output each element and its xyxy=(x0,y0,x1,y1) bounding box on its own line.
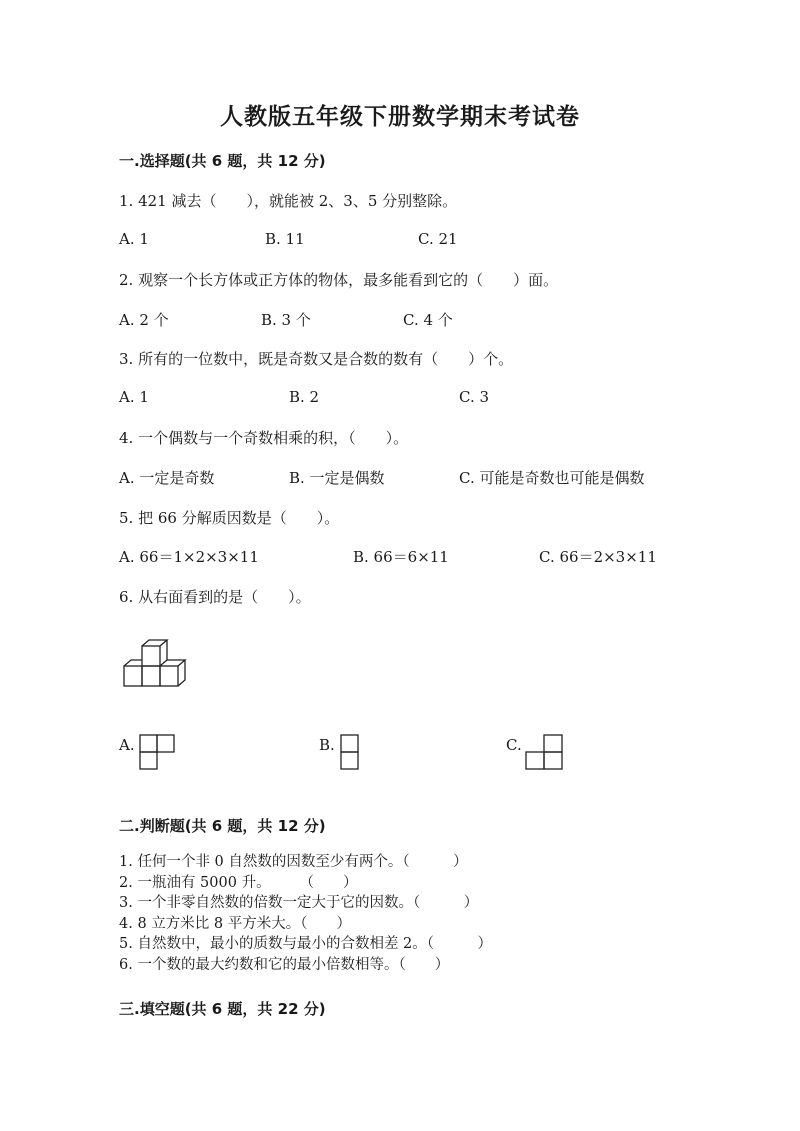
tf-item-4: 4. 8 立方米比 8 平方米大。（ ） xyxy=(119,915,351,932)
question-6: 6. 从右面看到的是（ ）。 xyxy=(119,588,311,606)
q4-option-a: A. 一定是奇数 xyxy=(119,469,215,487)
q6-option-a: A. xyxy=(119,736,135,754)
tf-item-6: 6. 一个数的最大约数和它的最小倍数相等。（ ） xyxy=(119,956,450,973)
q6-option-b-view xyxy=(340,734,360,770)
cube-stack-figure xyxy=(120,638,190,690)
q6-option-c-view xyxy=(524,734,564,770)
q2-option-a: A. 2 个 xyxy=(119,311,169,329)
question-5: 5. 把 66 分解质因数是（ ）。 xyxy=(119,509,340,527)
question-3: 3. 所有的一位数中，既是奇数又是合数的数有（ ）个。 xyxy=(119,350,514,368)
q3-option-c: C. 3 xyxy=(459,388,490,406)
q2-option-c: C. 4 个 xyxy=(403,311,453,329)
question-4: 4. 一个偶数与一个奇数相乘的积，（ ）。 xyxy=(119,429,409,447)
q1-option-c: C. 21 xyxy=(418,230,458,248)
q4-option-c: C. 可能是奇数也可能是偶数 xyxy=(459,469,645,487)
q6-option-c: C. xyxy=(506,736,522,754)
question-2: 2. 观察一个长方体或正方体的物体，最多能看到它的（ ）面。 xyxy=(119,271,559,289)
section-heading-choice: 一.选择题(共 6 题，共 12 分) xyxy=(119,152,326,170)
section-heading-fill: 三.填空题(共 6 题，共 22 分) xyxy=(119,1000,326,1018)
q5-option-c: C. 66＝2×3×11 xyxy=(539,548,657,566)
q6-option-b: B. xyxy=(319,736,335,754)
q1-option-a: A. 1 xyxy=(119,230,149,248)
truefalse-list xyxy=(119,852,492,975)
q1-option-b: B. 11 xyxy=(265,230,305,248)
tf-item-2: 2. 一瓶油有 5000 升。 （ ） xyxy=(119,874,358,891)
q3-option-b: B. 2 xyxy=(289,388,320,406)
tf-item-3: 3. 一个非零自然数的倍数一定大于它的因数。（ ） xyxy=(119,895,479,911)
q6-option-a-view xyxy=(139,734,175,770)
q3-option-a: A. 1 xyxy=(119,388,149,406)
question-1: 1. 421 减去（ ），就能被 2、3、5 分别整除。 xyxy=(119,192,458,210)
tf-item-5: 5. 自然数中，最小的质数与最小的合数相差 2。（ ） xyxy=(119,936,493,952)
q5-option-b: B. 66＝6×11 xyxy=(353,548,449,566)
section-heading-truefalse: 二.判断题(共 6 题，共 12 分) xyxy=(119,817,326,835)
q4-option-b: B. 一定是偶数 xyxy=(289,469,385,487)
q5-option-a: A. 66＝1×2×3×11 xyxy=(119,548,259,566)
page-title: 人教版五年级下册数学期末考试卷 xyxy=(220,103,580,130)
q2-option-b: B. 3 个 xyxy=(261,311,311,329)
tf-item-1: 1. 任何一个非 0 自然数的因数至少有两个。（ ） xyxy=(119,854,468,870)
